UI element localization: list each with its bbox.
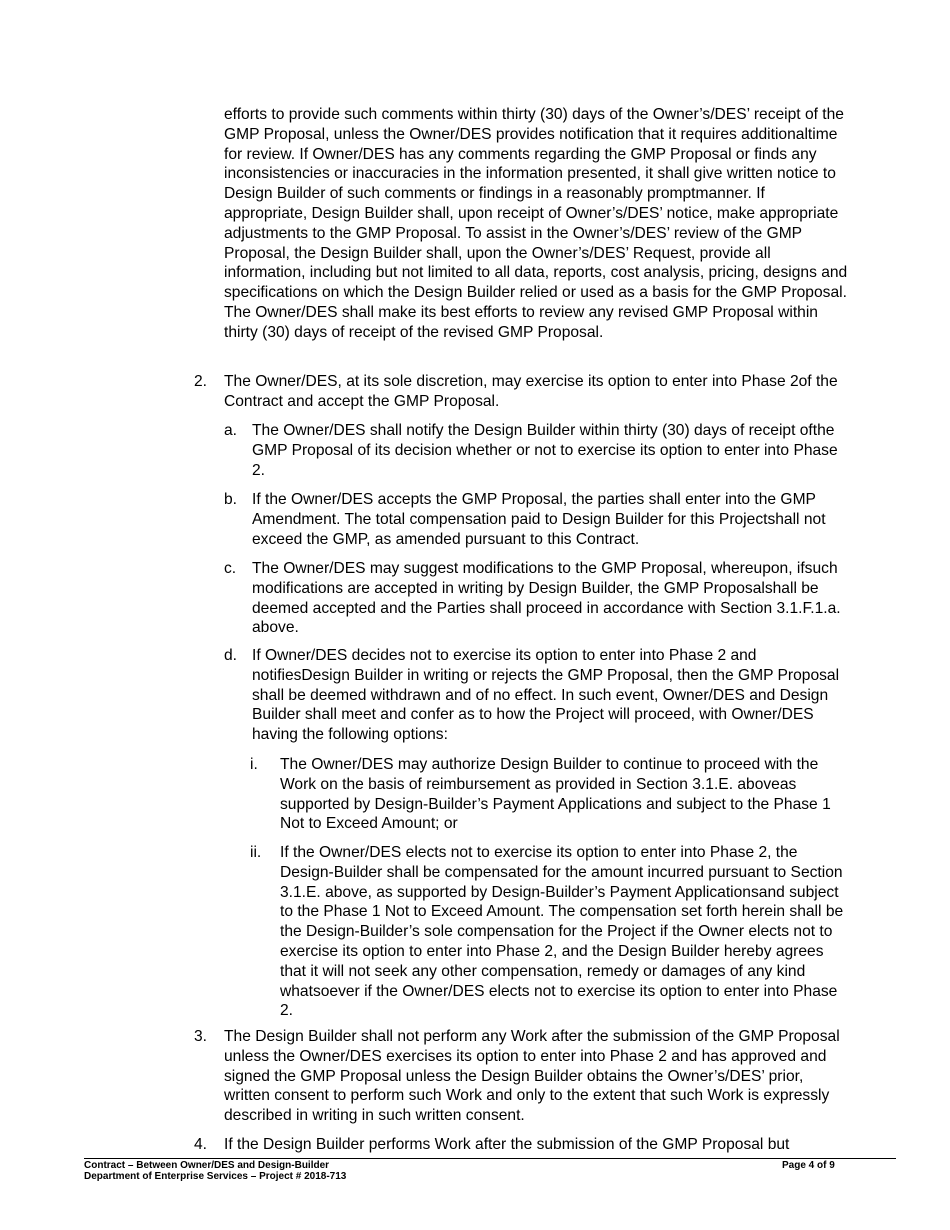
sub-item-label: a.	[224, 422, 238, 439]
sub-item-label: d.	[224, 647, 238, 664]
option-text: If the Owner/DES elects not to exercise its option to enter into Phase 2, the Design-Builder shall be compensated for the amount incurred pursuant to Section 3.1.E. above, as supported by Design-Builder’s Payment Applicationsand subject to the Phase 1 Not to Exceed Amount. The compensation set forth herein shall be the Design-Builder’s sole compensation for the Project if the Owner elects not to exercise its option to enter into Phase 2, and the Design Builder hereby agrees that it will not seek any other compensation, remedy or damages of any kind whatsoever if the Owner/DES elects not to exercise its option to enter into Phase 2.	[280, 844, 844, 1020]
footer-divider	[84, 1158, 896, 1159]
option-label: i.	[250, 756, 258, 773]
sub-item-text: If Owner/DES decides not to exercise its option to enter into Phase 2 and notifiesDesign Builder in writing or rejects the GMP Proposal, then the GMP Proposal shall be deemed withdrawn and of no effect. In such event, Owner/DES and Design Builder shall meet and confer as to how the Project will proceed, with Owner/DES having the following options:	[252, 647, 840, 744]
sub-item-text: The Owner/DES may suggest modifications to the GMP Proposal, whereupon, ifsuch modifications are accepted in writing by Design Builder, the GMP Proposalshall be deemed accepted and the Parties shall proceed in accordance with Section 3.1.F.1.a. above.	[252, 560, 841, 637]
item-text: The Owner/DES, at its sole discretion, may exercise its option to enter into Phase 2of the Contract and accept the GMP Proposal.	[224, 373, 838, 410]
list-item-4	[194, 1135, 854, 1155]
sub-item-text: If the Owner/DES accepts the GMP Proposal, the parties shall enter into the GMP Amendment. The total compensation paid to Design Builder for this Projectshall not exceed the GMP, as amended pursuant to this Contract.	[252, 491, 826, 548]
continuation-paragraph: efforts to provide such comments within thirty (30) days of the Owner’s/DES’ receipt of the GMP Proposal, unless the Owner/DES provides notification that it requires additionaltime for review. If Owner/DES has any comments regarding the GMP Proposal or finds any inconsistencies or inaccuracies in the information presented, it shall give written notice to Design Builder of such comments or findings in a reasonably promptmanner. If appropriate, Design Builder shall, upon receipt of Owner’s/DES’ notice, make appropriate adjustments to the GMP Proposal. To assist in the Owner’s/DES’ review of the GMP Proposal, the Design Builder shall, upon the Owner’s/DES’ Request, provide all information, including but not limited to all data, reports, cost analysis, pricing, designs and specifications on which the Design Builder relied or used as a basis for the GMP Proposal. The Owner/DES shall make its best efforts to review any revised GMP Proposal within thirty (30) days of receipt of the revised GMP Proposal.	[224, 106, 848, 341]
list-item-2	[194, 372, 849, 412]
item-number: 4.	[194, 1136, 208, 1153]
footer-page-number: Page 4 of 9	[782, 1160, 835, 1171]
sub-item-b	[224, 490, 849, 549]
sub-item-d	[224, 646, 849, 745]
item-number: 2.	[194, 373, 208, 390]
option-text: The Owner/DES may authorize Design Builder to continue to proceed with the Work on the basis of reimbursement as provided in Section 3.1.E. aboveas supported by Design-Builder’s Payment Applications and subject to the Phase 1 Not to Exceed Amount; or	[280, 756, 831, 833]
item-text: The Design Builder shall not perform any Work after the submission of the GMP Proposal unless the Owner/DES exercises its option to enter into Phase 2 and has approved and signed the GMP Proposal unless the Design Builder obtains the Owner’s/DES’ prior, written consent to perform such Work and only to the extent that such Work is expressly described in writing in such written consent.	[224, 1028, 840, 1125]
option-label: ii.	[250, 844, 262, 861]
footer-contract-title: Contract – Between Owner/DES and Design-Builder	[84, 1160, 330, 1171]
sub-item-a	[224, 421, 849, 480]
item-text: If the Design Builder performs Work after the submission of the GMP Proposal but	[224, 1136, 790, 1153]
sub-item-label: c.	[224, 560, 237, 577]
option-i	[250, 755, 849, 834]
option-ii	[250, 843, 849, 1021]
sub-item-text: The Owner/DES shall notify the Design Builder within thirty (30) days of receipt ofthe GMP Proposal of its decision whether or not to exercise its option to enter into Phase 2.	[252, 422, 838, 479]
item-number: 3.	[194, 1028, 208, 1045]
sub-item-label: b.	[224, 491, 238, 508]
footer-left	[84, 1160, 346, 1182]
footer-department: Department of Enterprise Services – Project # 2018-713	[84, 1171, 347, 1182]
sub-item-c	[224, 559, 849, 638]
list-item-3	[194, 1027, 849, 1126]
